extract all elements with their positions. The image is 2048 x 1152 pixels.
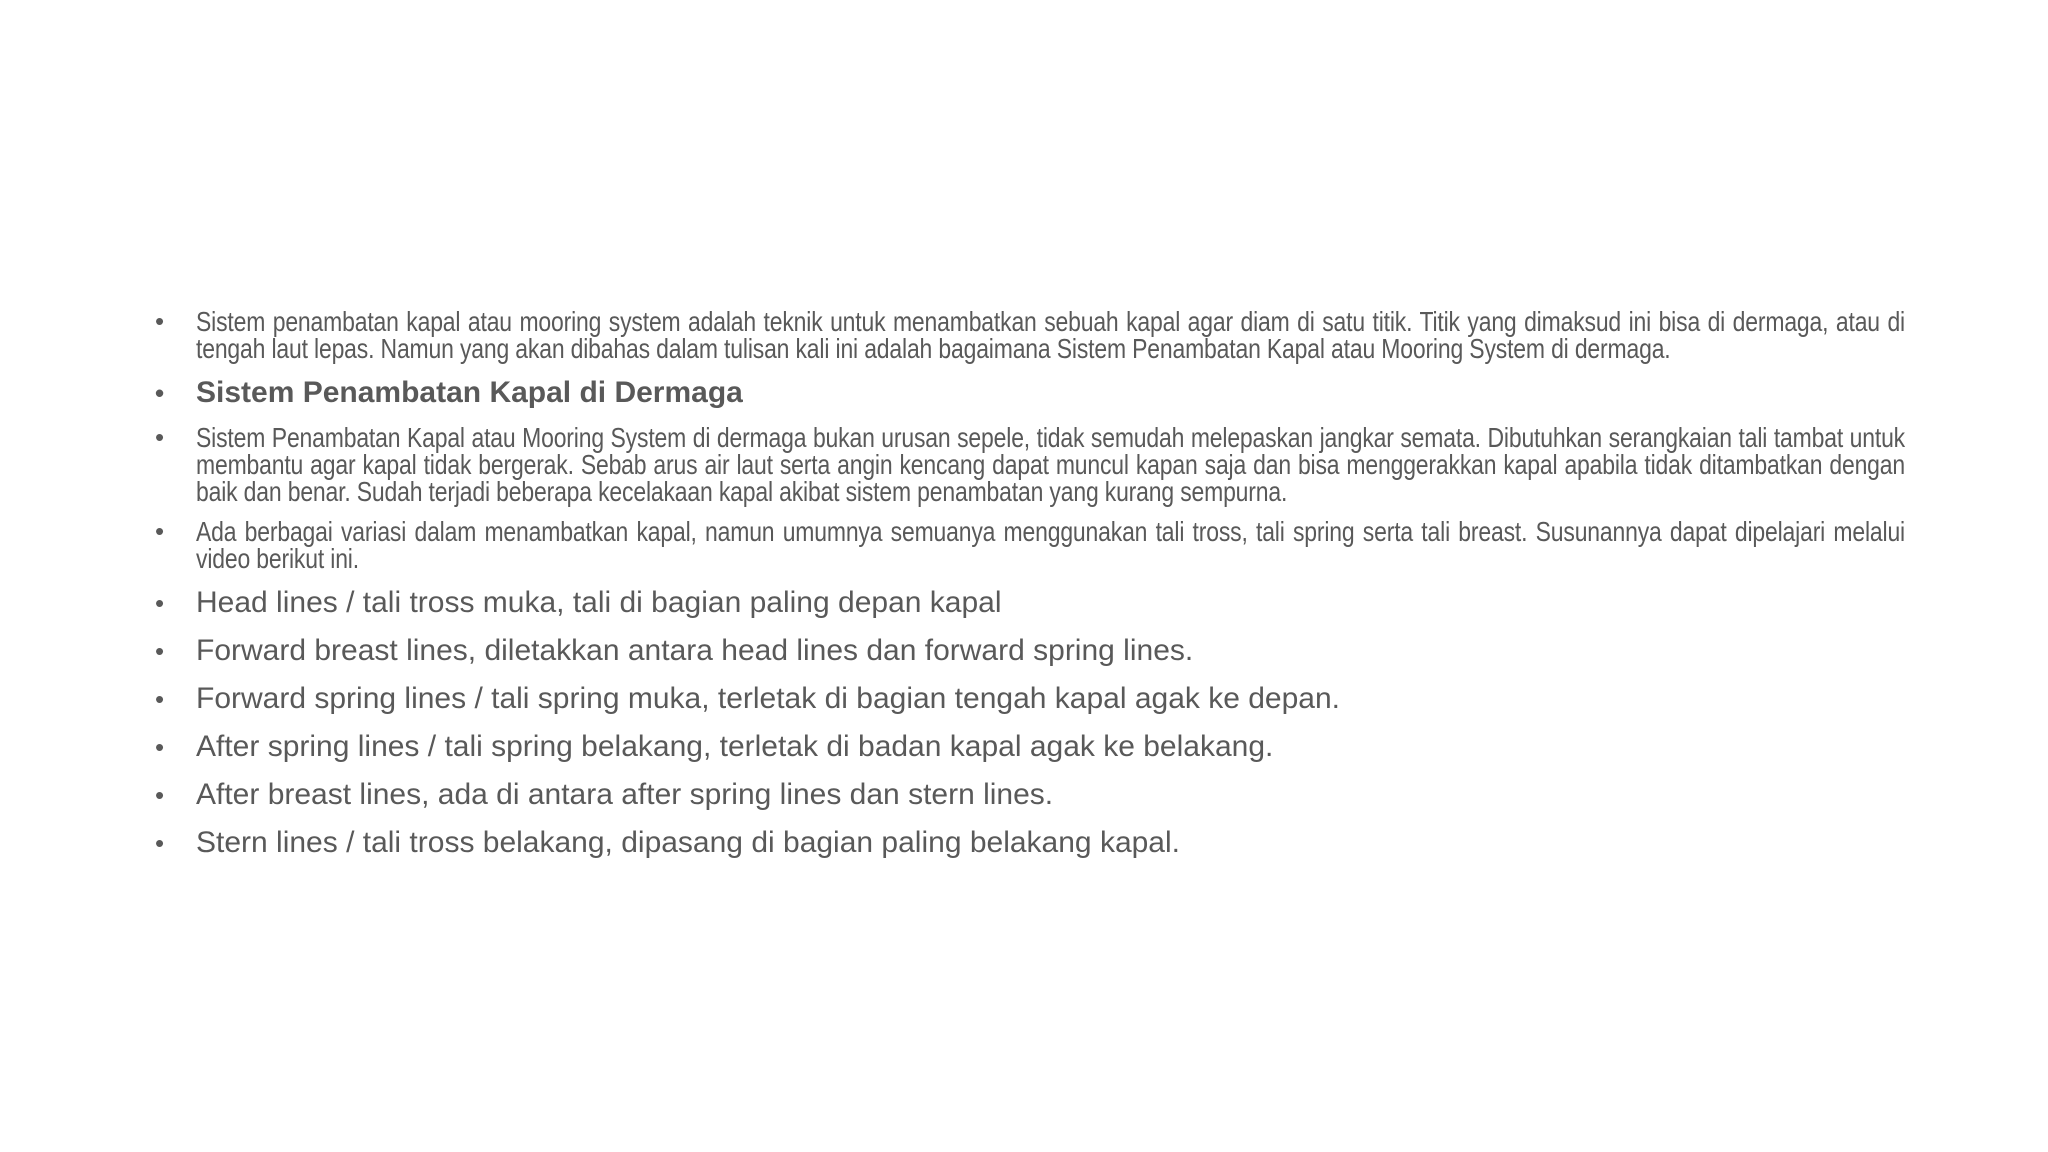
list-item-stern-lines <box>155 825 1905 861</box>
bullet-icon: • <box>155 828 165 858</box>
list-item-text: Stern lines / tali tross belakang, dipasang di bagian paling belakang kapal. <box>196 826 1180 859</box>
list-item-text: Sistem Penambatan Kapal atau Mooring System di dermaga bukan urusan sepele, tidak semudah melepaskan jangkar semata. Dibutuhkan serangkaian tali tambat untuk membantu agar kapal tidak bergerak. Sebab arus air laut serta angin kencang dapat muncul kapan saja dan bisa menggerakkan kapal apabila tidak ditambatkan dengan baik dan benar. Sudah terjadi beberapa kecelakaan kapal akibat sistem penambatan yang kurang sempurna. <box>196 422 1905 507</box>
list-item-text: Ada berbagai variasi dalam menambatkan kapal, namun umumnya semuanya menggunakan tali tross, tali spring serta tali breast. Susunannya dapat dipelajari melalui video berikut ini. <box>196 516 1905 574</box>
bullet-icon: • <box>155 422 164 452</box>
list-item-text: After spring lines / tali spring belakang, terletak di badan kapal agak ke belakang. <box>196 730 1274 763</box>
list-item-after-breast <box>155 777 1905 813</box>
list-item-head-lines <box>155 585 1905 621</box>
list-item-text: Head lines / tali tross muka, tali di bagian paling depan kapal <box>196 586 1002 619</box>
list-item-text: Sistem penambatan kapal atau mooring system adalah teknik untuk menambatkan sebuah kapal agar diam di satu titik. Titik yang dimaksud ini bisa di dermaga, atau di tengah laut lepas. Namun yang akan dibahas dalam tulisan kali ini adalah bagaimana Sistem Penambatan Kapal atau Mooring System di dermaga. <box>196 306 1905 364</box>
list-item-paragraph <box>155 424 1905 505</box>
bullet-icon: • <box>155 306 164 336</box>
bullet-icon: • <box>155 780 165 810</box>
list-item-forward-breast <box>155 633 1905 669</box>
section-heading: Sistem Penambatan Kapal di Dermaga <box>196 376 743 409</box>
bullet-icon: • <box>155 684 165 714</box>
list-item-paragraph <box>155 518 1905 572</box>
bullet-icon: • <box>155 378 165 408</box>
list-item-forward-spring <box>155 681 1905 717</box>
bullet-icon: • <box>155 588 165 618</box>
bullet-icon: • <box>155 636 165 666</box>
list-item-after-spring <box>155 729 1905 765</box>
list-item-heading <box>155 375 1905 411</box>
bullet-icon: • <box>155 516 164 546</box>
list-item-intro <box>155 308 1905 362</box>
list-item-text: After breast lines, ada di antara after spring lines dan stern lines. <box>196 778 1054 811</box>
bullet-icon: • <box>155 732 165 762</box>
list-item-text: Forward breast lines, diletakkan antara head lines dan forward spring lines. <box>196 634 1194 667</box>
bullet-list <box>155 308 1905 861</box>
list-item-text: Forward spring lines / tali spring muka, terletak di bagian tengah kapal agak ke depan. <box>196 682 1340 715</box>
